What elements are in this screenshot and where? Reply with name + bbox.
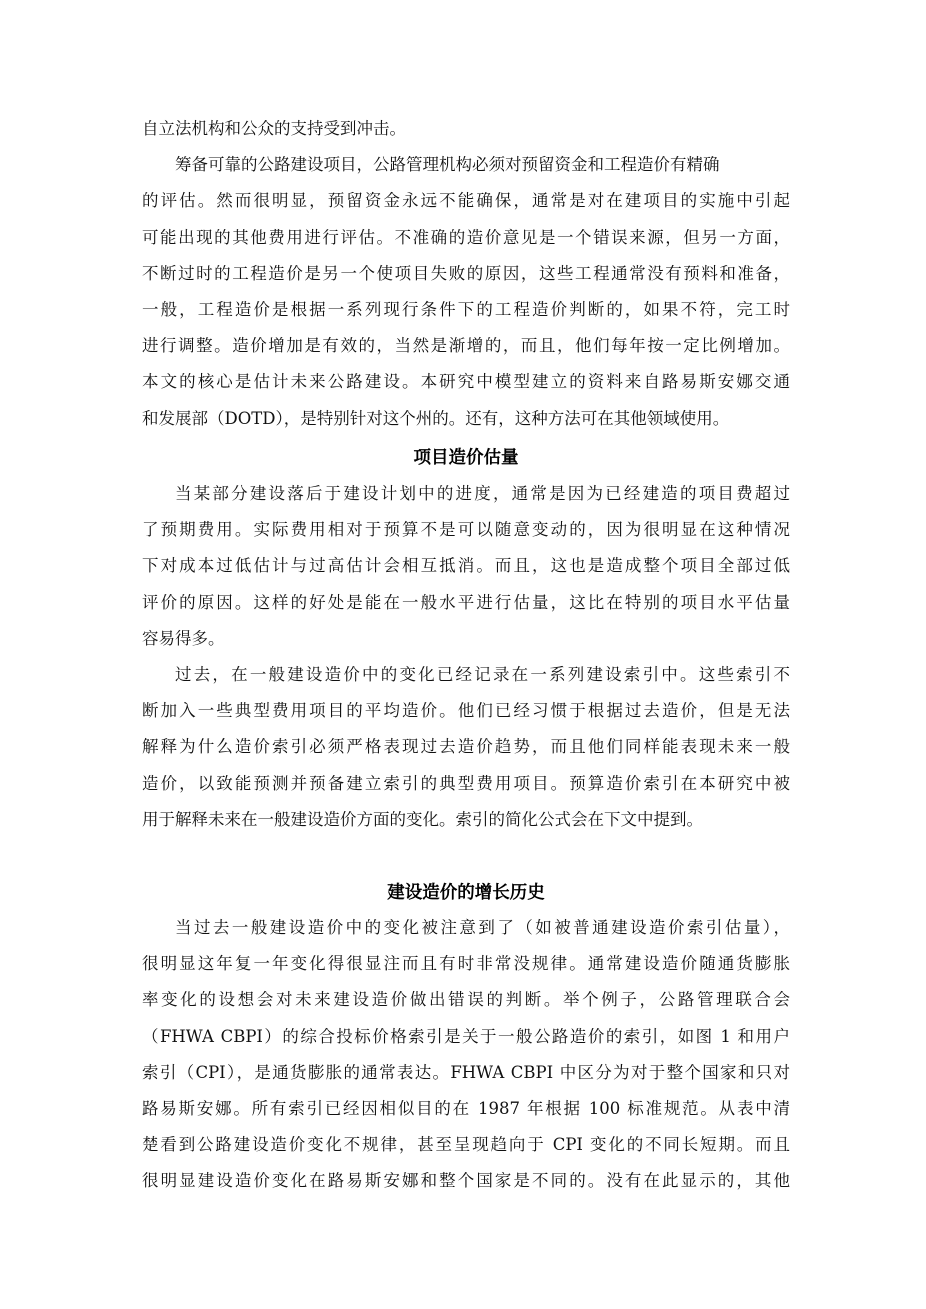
paragraph-line: 楚看到公路建设造价变化不规律，甚至呈现趋向于 CPI 变化的不同长短期。而且 — [142, 1135, 790, 1155]
paragraph-line: 了预期费用。实际费用相对于预算不是可以随意变动的，因为很明显在这种情况 — [142, 520, 790, 540]
paragraph-line: 的评估。然而很明显，预留资金永远不能确保，通常是对在建项目的实施中引起 — [142, 191, 790, 211]
paragraph-line: 和发展部（DOTD），是特别针对这个州的。还有，这种方法可在其他领域使用。 — [142, 408, 730, 428]
paragraph-line: 不断过时的工程造价是另一个使项目失败的原因，这些工程通常没有预料和准备， — [142, 263, 790, 283]
paragraph-line: 解释为什么造价索引必须严格表现过去造价趋势，而且他们同样能表现未来一般 — [142, 737, 790, 757]
paragraph-line: 可能出现的其他费用进行评估。不准确的造价意见是一个错误来源，但另一方面， — [142, 227, 790, 247]
paragraph-line: 用于解释未来在一般建设造价方面的变化。索引的简化公式会在下文中提到。 — [142, 809, 703, 829]
paragraph-line: 过去，在一般建设造价中的变化已经记录在一系列建设索引中。这些索引不 — [175, 665, 790, 684]
cost-growth-paragraph — [142, 910, 790, 1200]
paragraph-line: 自立法机构和公众的支持受到冲击。 — [142, 119, 406, 138]
intro-paragraphs — [142, 111, 790, 437]
paragraph-line: 很明显这年复一年变化得很显注而且有时非常没规律。通常建设造价随通货膨胀 — [142, 954, 790, 974]
paragraph-line: 本文的核心是估计未来公路建设。本研究中模型建立的资料来自路易斯安娜交通 — [142, 372, 790, 392]
paragraph-line: 率变化的设想会对未来建设造价做出错误的判断。举个例子，公路管理联合会 — [142, 990, 790, 1010]
paragraph-line: 索引（CPI），是通货膨胀的通常表达。FHWA CBPI 中区分为对于整个国家和只对 — [142, 1062, 790, 1082]
cost-index-paragraph — [142, 657, 790, 838]
section-heading-cost-growth-history: 建设造价的增长历史 — [387, 883, 545, 903]
paragraph-line: 造价，以致能预测并预备建立索引的典型费用项目。预算造价索引在本研究中被 — [142, 773, 790, 793]
paragraph-line: 进行调整。造价增加是有效的，当然是渐增的，而且，他们每年按一定比例增加。 — [142, 336, 790, 356]
paragraph-line: 下对成本过低估计与过高估计会相互抵消。而且，这也是造成整个项目全部过低 — [142, 556, 790, 576]
paragraph-line: 一般，工程造价是根据一系列现行条件下的工程造价判断的，如果不符，完工时 — [142, 299, 790, 319]
paragraph-line: 很明显建设造价变化在路易斯安娜和整个国家是不同的。没有在此显示的，其他 — [142, 1171, 790, 1191]
paragraph-line: （FHWA CBPI）的综合投标价格索引是关于一般公路造价的索引，如图 1 和用户 — [142, 1026, 790, 1046]
project-cost-paragraph — [142, 476, 790, 657]
paragraph-line: 容易得多。 — [142, 628, 225, 648]
paragraph-line: 筹备可靠的公路建设项目，公路管理机构必须对预留资金和工程造价有精确 — [175, 155, 720, 175]
section-heading-project-cost-estimate: 项目造价估量 — [413, 448, 519, 468]
paragraph-line: 评价的原因。这样的好处是能在一般水平进行估量，这比在特别的项目水平估量 — [142, 592, 790, 612]
paragraph-line: 当某部分建设落后于建设计划中的进度，通常是因为已经建造的项目费超过 — [175, 484, 790, 503]
paragraph-line: 断加入一些典型费用项目的平均造价。他们已经习惯于根据过去造价，但是无法 — [142, 701, 790, 721]
paragraph-line: 当过去一般建设造价中的变化被注意到了（如被普通建设造价索引估量）， — [175, 918, 790, 937]
paragraph-line: 路易斯安娜。所有索引已经因相似目的在 1987 年根据 100 标准规范。从表中清 — [142, 1098, 790, 1118]
